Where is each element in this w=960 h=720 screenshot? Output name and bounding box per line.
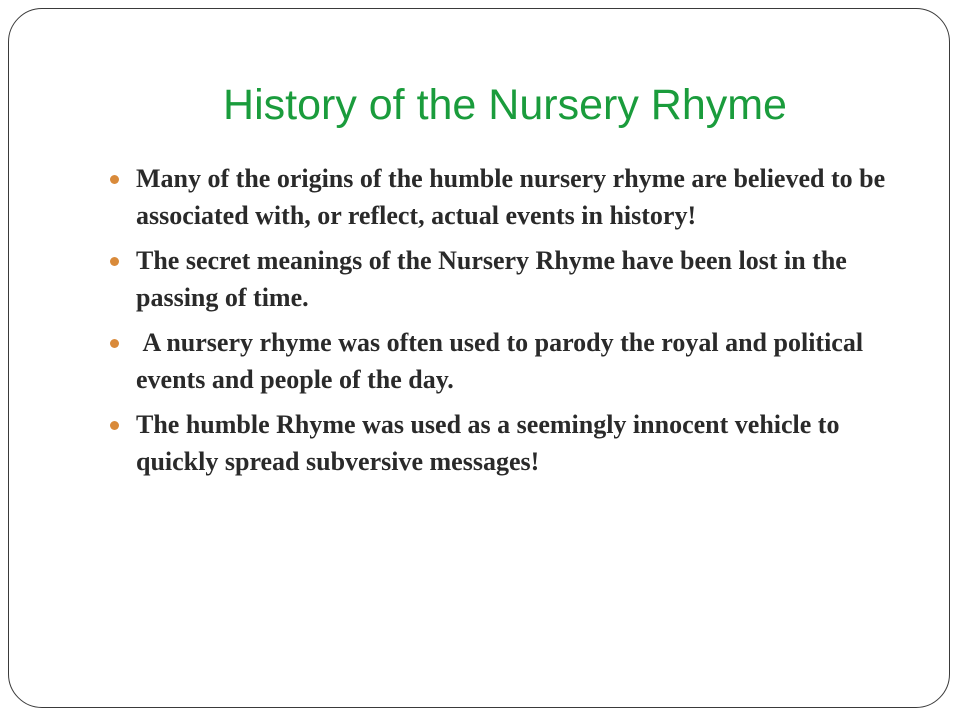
bullet-item bbox=[108, 324, 908, 398]
bullet-icon bbox=[110, 175, 119, 184]
bullet-list bbox=[108, 160, 908, 488]
bullet-text: The secret meanings of the Nursery Rhyme have been lost in the passing of time. bbox=[136, 246, 847, 312]
bullet-text: The humble Rhyme was used as a seemingly innocent vehicle to quickly spread subversive messages! bbox=[136, 410, 840, 476]
slide-title: History of the Nursery Rhyme bbox=[223, 81, 787, 129]
bullet-text: A nursery rhyme was often used to parody the royal and political events and people of the day. bbox=[136, 328, 870, 394]
bullet-item bbox=[108, 406, 908, 480]
bullet-icon bbox=[110, 339, 119, 348]
bullet-item bbox=[108, 160, 908, 234]
bullet-icon bbox=[110, 421, 119, 430]
bullet-item bbox=[108, 242, 908, 316]
bullet-icon bbox=[110, 257, 119, 266]
bullet-text: Many of the origins of the humble nursery rhyme are believed to be associated with, or reflect, actual events in history! bbox=[136, 164, 886, 230]
